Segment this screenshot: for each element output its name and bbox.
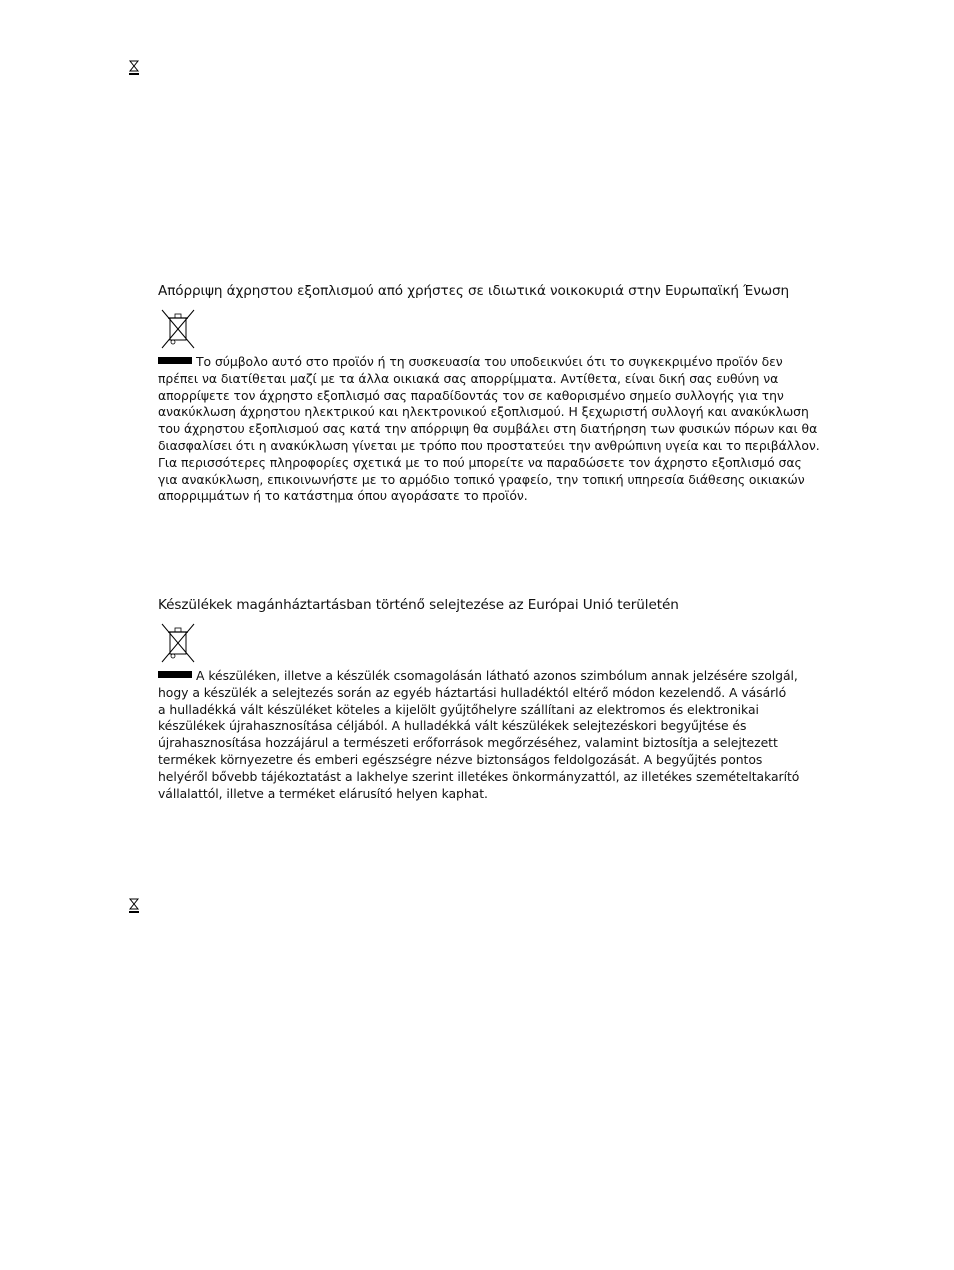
- bar-icon: [158, 671, 192, 678]
- text-line: újrahasznosítása hozzájárul a természeti erőforrások megőrzéséhez, valamint biztosítja a selejtezett: [158, 735, 778, 751]
- text-line: απορριμμάτων ή το κατάστημα όπου αγοράσατε το προϊόν.: [158, 488, 528, 504]
- text-line: helyéről bővebb tájékoztatást a lakhelye szerint illetékes önkormányzattól, az illetékes szemételtakarító: [158, 768, 800, 784]
- text-line: termékek környezetre és emberi egészségre nézve biztonságos feldolgozását. A begyűjtés pontos: [158, 751, 763, 767]
- text-line: διασφαλίσει ότι η ανακύκλωση γίνεται με τρόπο που προστατεύει την ανθρώπινη υγεία και το περιβάλλον.: [158, 437, 820, 453]
- crossed-out-wheelie-bin-icon: [160, 308, 196, 350]
- text-line: πρέπει να διατίθεται μαζί με τα άλλα οικιακά σας απορρίμματα. Αντίθετα, είναι δική σας ευθύνη να: [158, 370, 779, 386]
- text-line: készülékek újrahasznosítása céljából. A hulladékká vált készülékek selejtezéskori begyűjtése és: [158, 718, 747, 734]
- text-line: [158, 668, 858, 685]
- text-line: vállalattól, illetve a terméket elárusító helyen kaphat.: [158, 785, 488, 801]
- hungarian-disposal-section: [158, 596, 858, 802]
- weee-margin-icon: [128, 898, 140, 914]
- text-line: για ανακύκλωση, επικοινωνήστε με το αρμόδιο τοπικό γραφείο, την τοπική υπηρεσία διάθεσης οικιακών: [158, 471, 805, 487]
- greek-disposal-section: [158, 282, 858, 505]
- hungarian-heading: Készülékek magánháztartásban történő selejtezése az Európai Unió területén: [158, 597, 679, 613]
- greek-heading: Απόρριψη άχρηστου εξοπλισμού από χρήστες σε ιδιωτικά νοικοκυριά στην Ευρωπαϊκή Ένωση: [158, 283, 790, 299]
- text-line: ανακύκλωση άχρηστου ηλεκτρικού και ηλεκτρονικού εξοπλισμού. Η ξεχωριστή συλλογή και ανακύκλωση: [158, 404, 809, 420]
- text-line: Για περισσότερες πληροφορίες σχετικά με το πού μπορείτε να παραδώσετε τον άχρηστο εξοπλισμό σας: [158, 454, 802, 470]
- text-line: απορρίψετε τον άχρηστο εξοπλισμό σας παραδίδοντάς τον σε καθορισμένο σημείο συλλογής για την: [158, 387, 784, 403]
- text-line: a hulladékká vált készüléket köteles a kijelölt gyűjtőhelyre szállítani az elektromos és elektronikai: [158, 701, 759, 717]
- text-line-content: Το σύμβολο αυτό στο προϊόν ή τη συσκευασία του υποδεικνύει ότι το συγκεκριμένο προϊόν δεν: [196, 354, 783, 369]
- text-line-content: A készüléken, illetve a készülék csomagolásán látható azonos szimbólum annak jelzésére szolgál,: [196, 668, 798, 683]
- weee-margin-icon: [128, 60, 140, 76]
- hungarian-body: [158, 668, 858, 802]
- text-line: [158, 354, 858, 371]
- text-line: του άχρηστου εξοπλισμού σας κατά την απόρριψη θα συμβάλει στη διατήρηση των φυσικών πόρων και θα: [158, 421, 818, 437]
- greek-body: [158, 354, 858, 505]
- text-line: hogy a készülék a selejtezés során az egyéb háztartási hulladéktól eltérő módon kezelendő. A vásárló: [158, 684, 787, 700]
- bar-icon: [158, 357, 192, 364]
- crossed-out-wheelie-bin-icon: [160, 622, 196, 664]
